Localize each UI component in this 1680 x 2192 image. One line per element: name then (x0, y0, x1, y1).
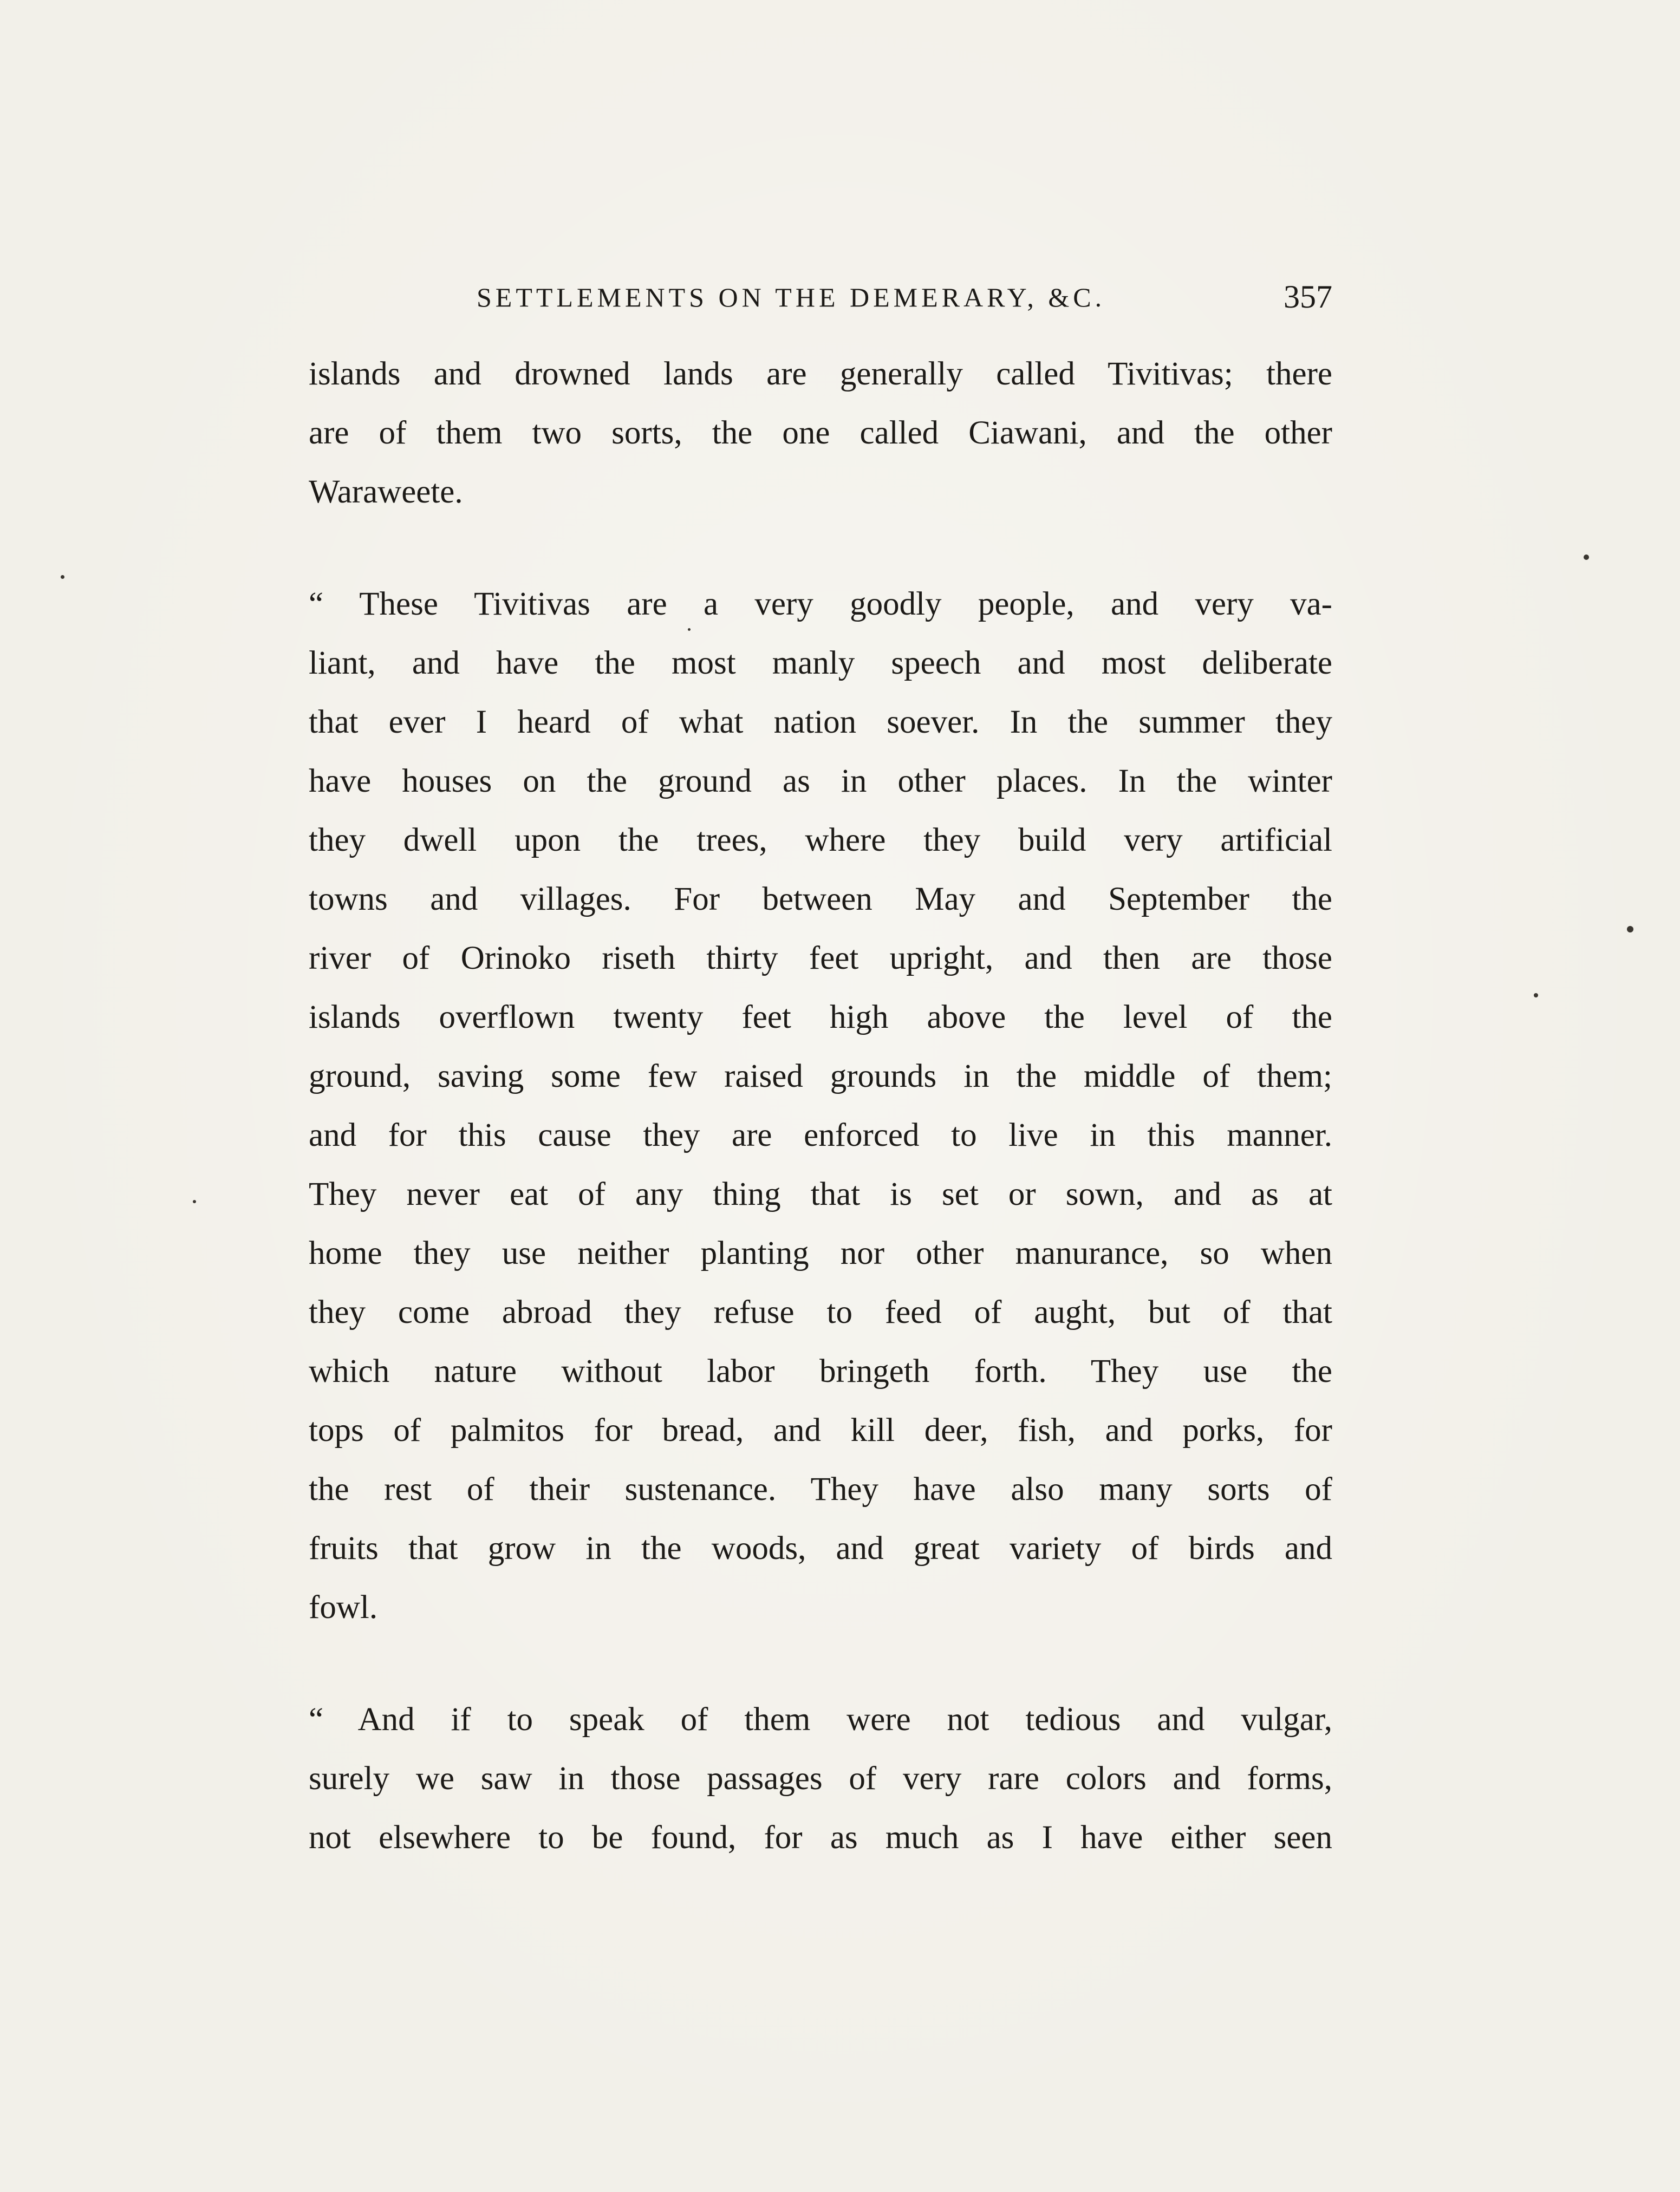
paper-speck (1534, 993, 1538, 997)
text-line: islands and drowned lands are generally called Tivitivas; there (309, 356, 1332, 392)
text-line: tops of palmitos for bread, and kill deer, fish, and porks, for (309, 1412, 1332, 1449)
paper-speck (1584, 554, 1589, 560)
text-line: “ And if to speak of them were not tedious and vulgar, (309, 1701, 1332, 1738)
text-line: islands overflown twenty feet high above the level of the (309, 999, 1332, 1035)
text-line: river of Orinoko riseth thirty feet upright, and then are those (309, 940, 1332, 976)
text-line: towns and villages. For between May and September the (309, 881, 1332, 917)
text-line: “ These Tivitivas are a very goodly people, and very va- (309, 586, 1332, 622)
text-line: surely we saw in those passages of very rare colors and forms, (309, 1760, 1332, 1797)
text-line: they come abroad they refuse to feed of aught, but of that (309, 1294, 1332, 1330)
text-line: which nature without labor bringeth forth. They use the (309, 1353, 1332, 1389)
text-line: they dwell upon the trees, where they build very artificial (309, 822, 1332, 858)
text-line: Waraweete. (309, 474, 463, 510)
running-head (309, 279, 1332, 325)
body-text (309, 344, 1332, 1867)
paragraph-1 (309, 344, 1332, 521)
paragraph-gap (309, 1637, 1332, 1690)
paragraph-gap (309, 521, 1332, 575)
running-title: SETTLEMENTS ON THE DEMERARY, &C. (477, 282, 1106, 312)
paper-speck (193, 1200, 196, 1203)
page-number: 357 (1284, 279, 1332, 315)
text-line: are of them two sorts, the one called Ciawani, and the other (309, 415, 1332, 451)
text-line: and for this cause they are enforced to live in this manner. (309, 1117, 1332, 1153)
text-line: the rest of their sustenance. They have also many sorts of (309, 1471, 1332, 1508)
text-line: liant, and have the most manly speech and most deliberate (309, 645, 1332, 681)
paper-speck (688, 628, 691, 631)
text-line: They never eat of any thing that is set or sown, and as at (309, 1176, 1332, 1212)
text-line: fowl. (309, 1589, 378, 1626)
text-line: fruits that grow in the woods, and great variety of birds and (309, 1530, 1332, 1567)
text-line: home they use neither planting nor other manurance, so when (309, 1235, 1332, 1271)
paper-speck (1627, 926, 1633, 932)
text-line: have houses on the ground as in other places. In the winter (309, 763, 1332, 799)
text-line: ground, saving some few raised grounds in the middle of them; (309, 1058, 1332, 1094)
paragraph-3 (309, 1690, 1332, 1867)
text-line: that ever I heard of what nation soever. In the summer they (309, 704, 1332, 740)
text-line: not elsewhere to be found, for as much as I have either seen (309, 1819, 1332, 1856)
paper-speck (61, 575, 64, 579)
paragraph-2 (309, 575, 1332, 1637)
